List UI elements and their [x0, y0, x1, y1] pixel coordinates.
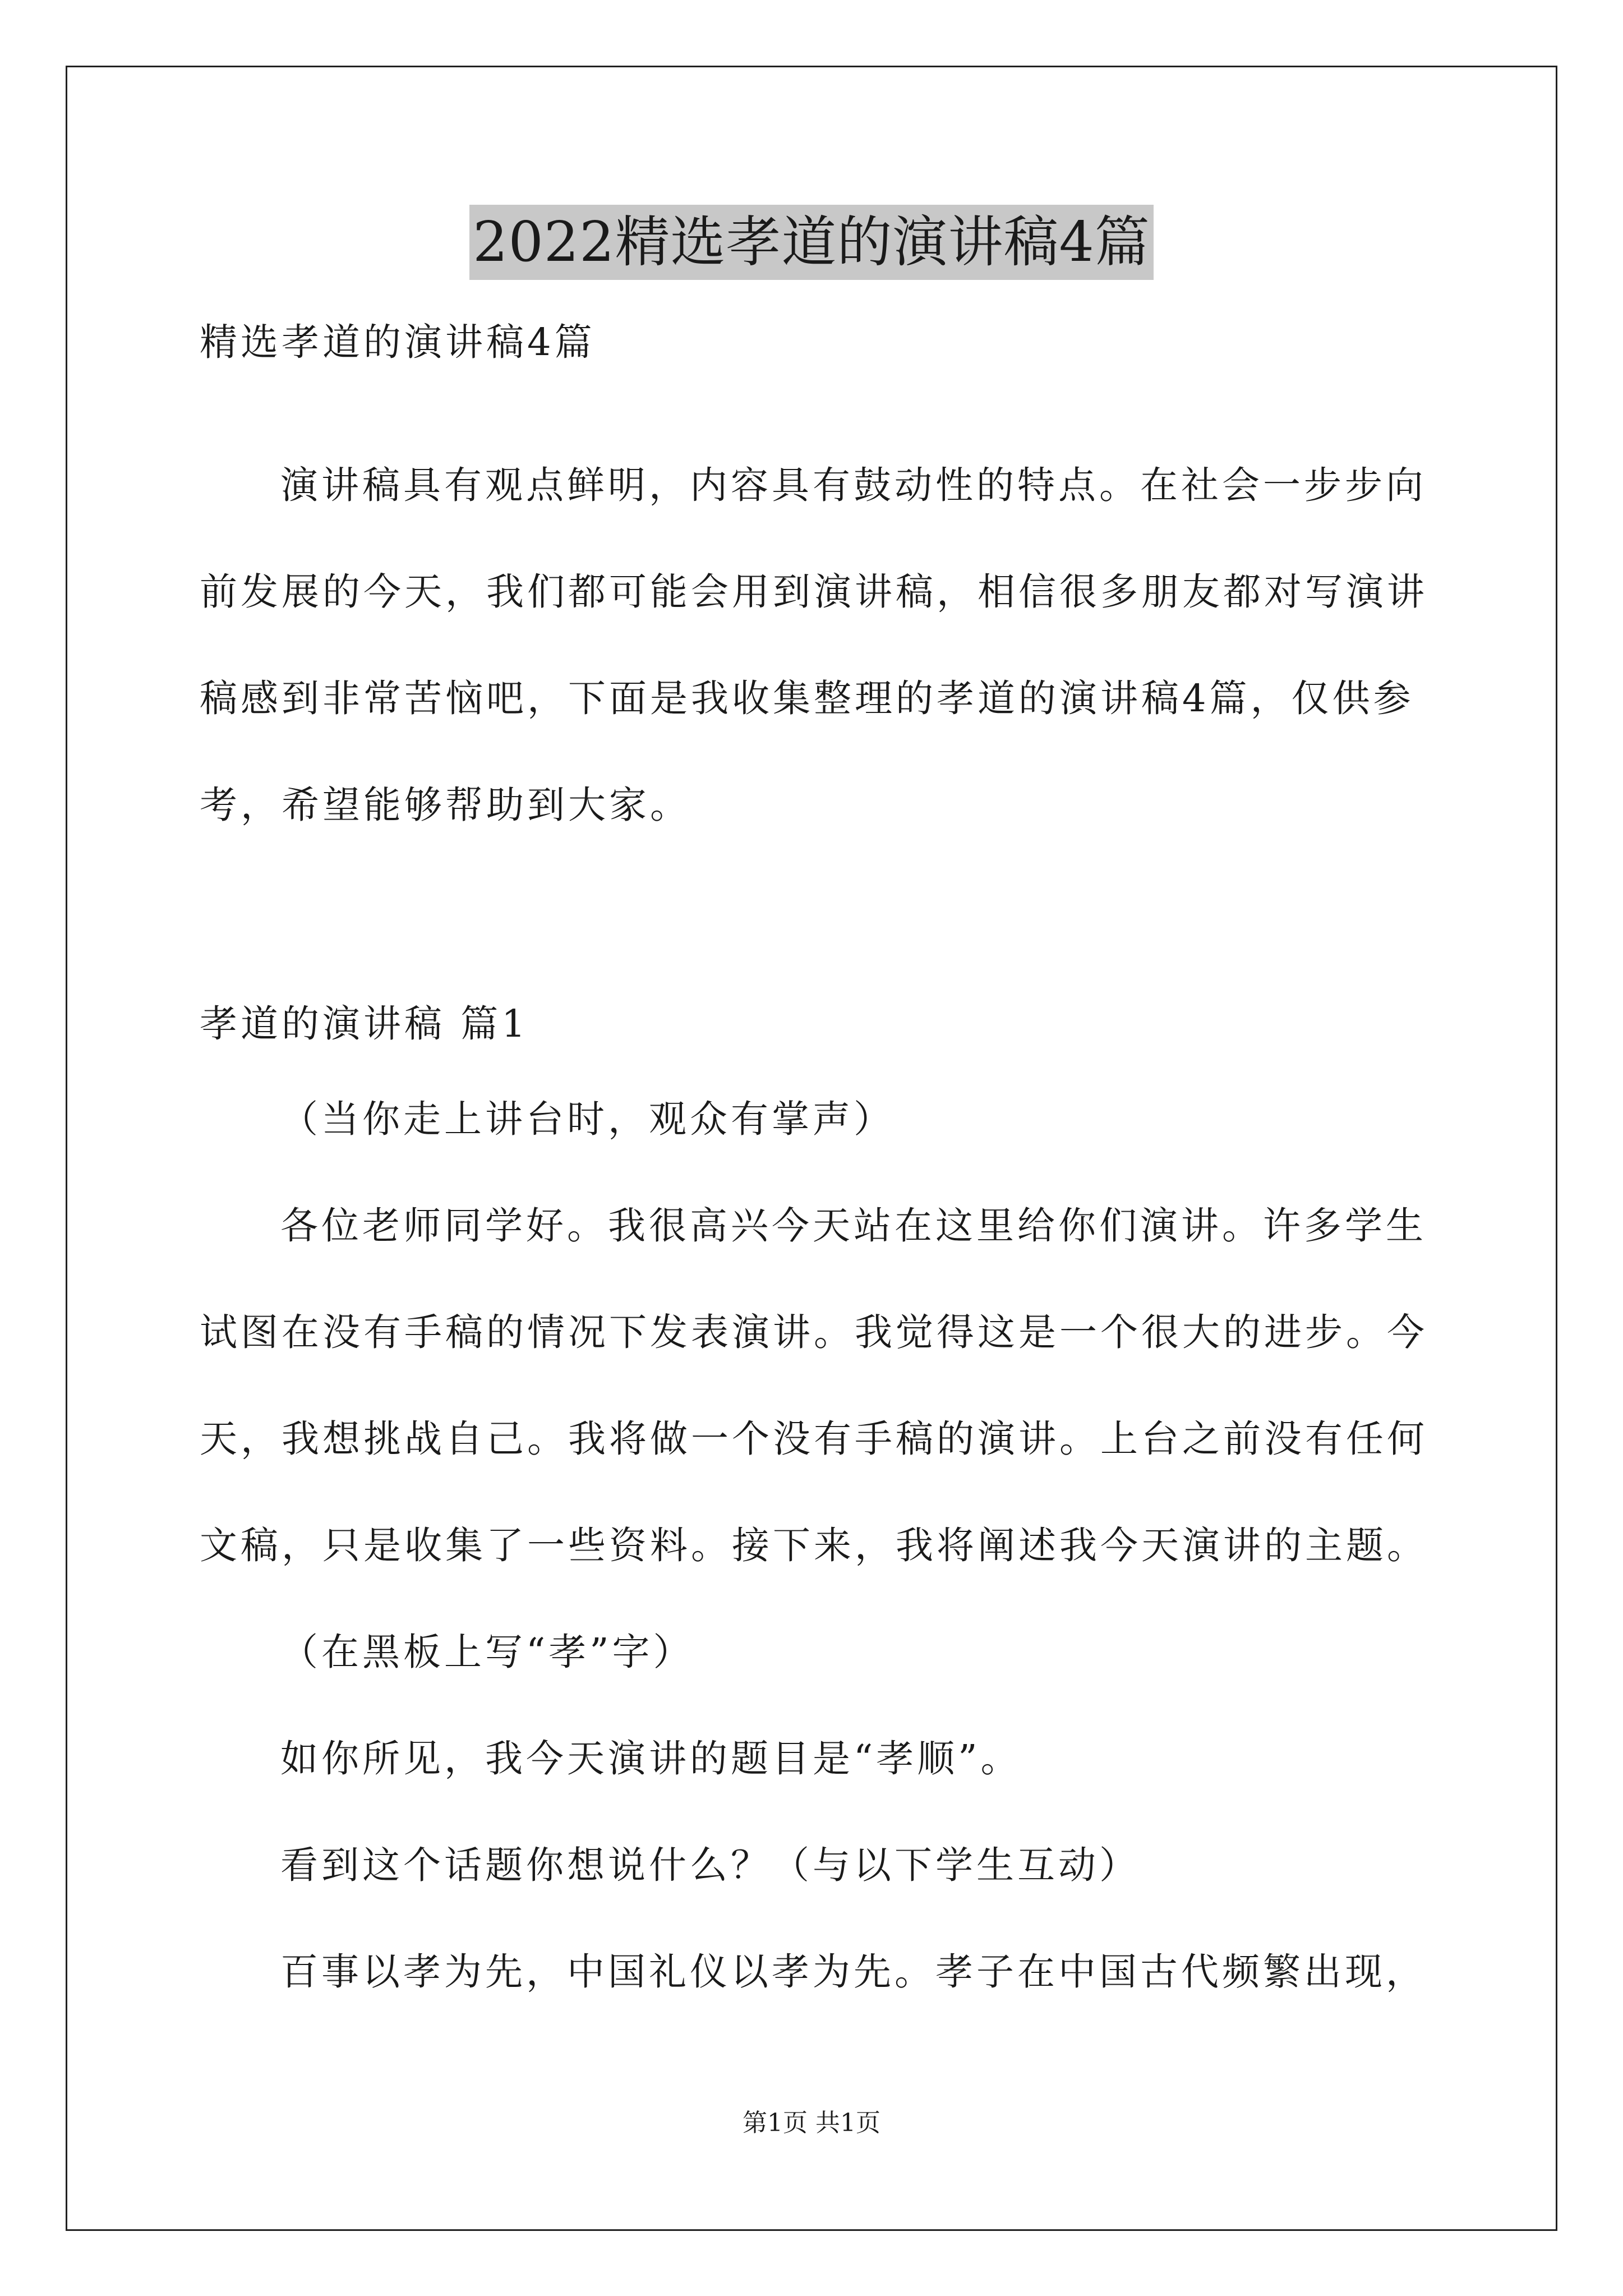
body-line-5: 文稿，只是收集了一些资料。接下来，我将阐述我今天演讲的主题。	[200, 1524, 1428, 1567]
document-subtitle: 精选孝道的演讲稿4篇	[200, 320, 596, 364]
body-line-8: 看到这个话题你想说什么？（与以下学生互动）	[280, 1843, 1140, 1887]
body-line-7: 如你所见，我今天演讲的题目是“孝顺”。	[280, 1737, 1022, 1780]
intro-line-2: 前发展的今天，我们都可能会用到演讲稿，相信很多朋友都对写演讲	[200, 570, 1428, 614]
intro-line-1: 演讲稿具有观点鲜明，内容具有鼓动性的特点。在社会一步步向	[280, 463, 1427, 507]
body-line-6: （在黑板上写“孝”字）	[280, 1630, 694, 1674]
intro-line-3: 稿感到非常苦恼吧，下面是我收集整理的孝道的演讲稿4篇，仅供参	[200, 677, 1414, 720]
body-line-3: 试图在没有手稿的情况下发表演讲。我觉得这是一个很大的进步。今	[200, 1310, 1428, 1354]
intro-line-4: 考，希望能够帮助到大家。	[200, 783, 691, 827]
section-heading: 孝道的演讲稿 篇1	[200, 1002, 529, 1046]
body-line-4: 天，我想挑战自己。我将做一个没有手稿的演讲。上台之前没有任何	[200, 1417, 1428, 1461]
body-line-9: 百事以孝为先，中国礼仪以孝为先。孝子在中国古代频繁出现，	[280, 1950, 1427, 1994]
document-title: 2022精选孝道的演讲稿4篇	[469, 205, 1154, 280]
body-line-1: （当你走上讲台时，观众有掌声）	[280, 1097, 895, 1141]
page-border	[66, 66, 1557, 2231]
page-footer: 第1页 共1页	[743, 2109, 880, 2137]
body-line-2: 各位老师同学好。我很高兴今天站在这里给你们演讲。许多学生	[280, 1204, 1427, 1248]
